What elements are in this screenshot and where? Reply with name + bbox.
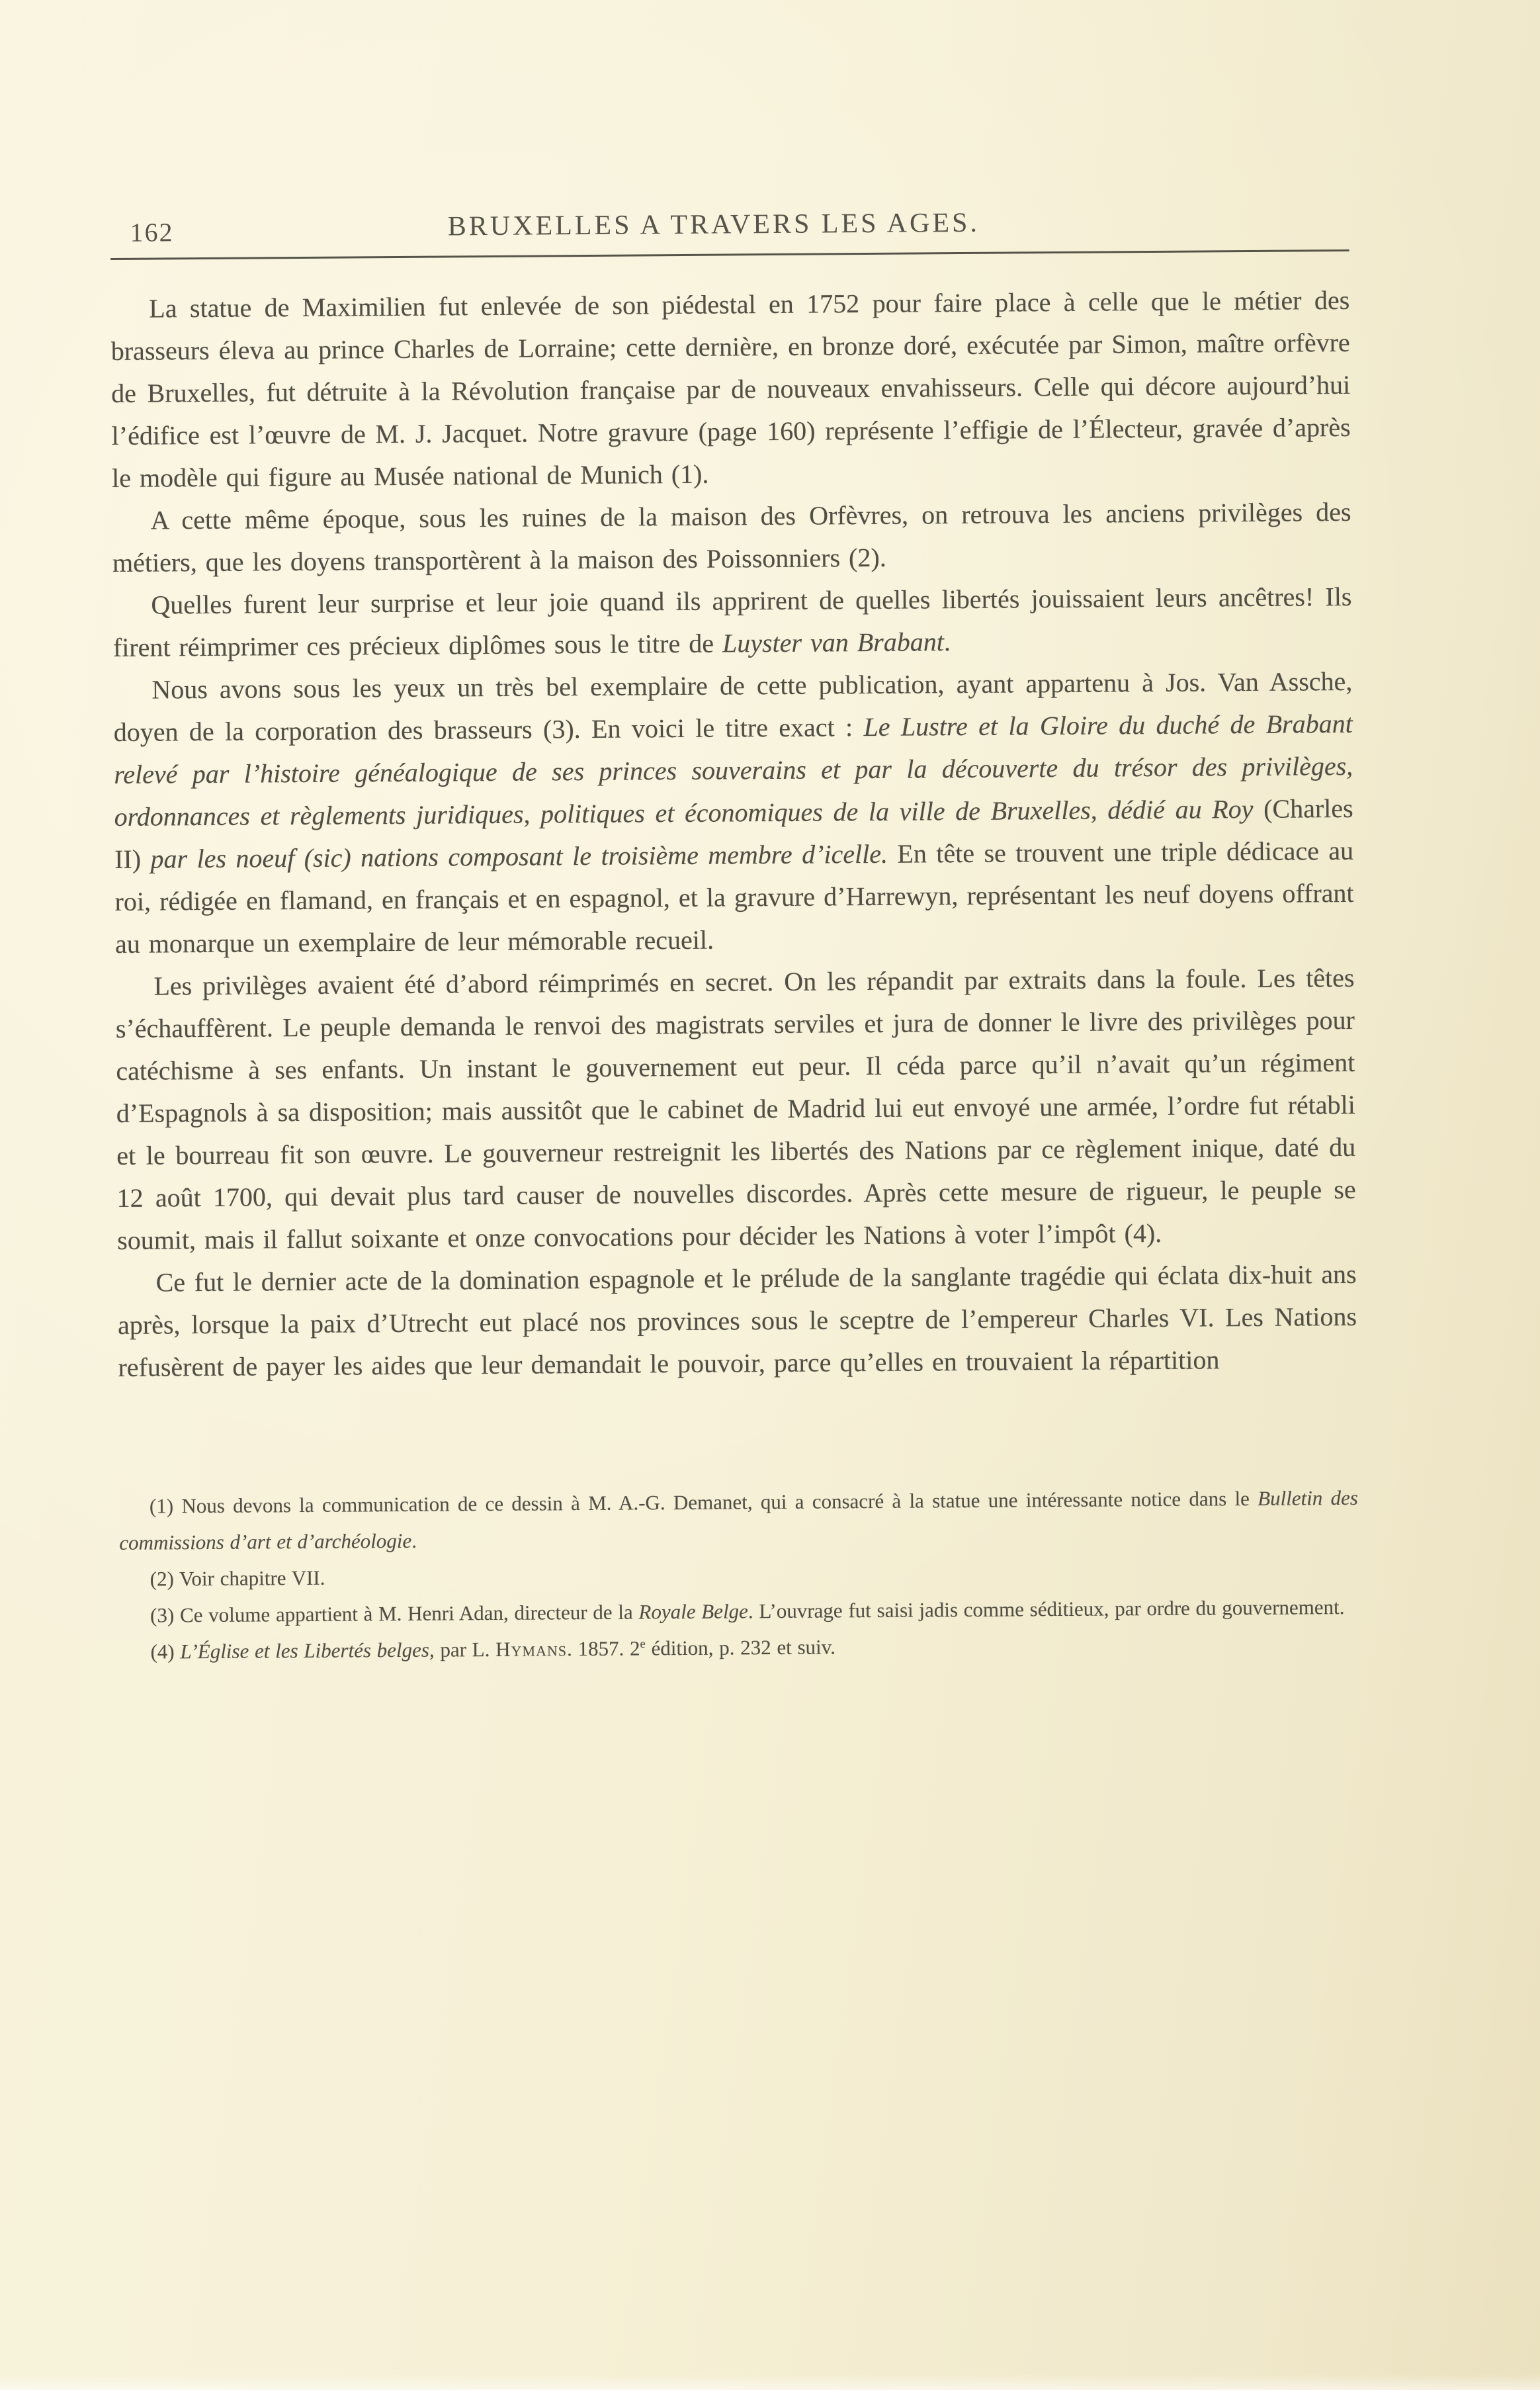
paragraph [112, 576, 1352, 669]
text-segment: Quelles furent leur surprise et leur joie quand ils apprirent de quelles libertés jouissaient leurs ancêtres! Ils firent réimprimer ces précieux diplômes sous le titre de [112, 581, 1352, 662]
text-segment: (2) Voir chapitre VII. [150, 1566, 325, 1591]
text-segment: édition, p. 232 et suiv. [645, 1635, 836, 1660]
text-segment: Nous avons sous les yeux un très bel exemplaire de cette publication, ayant appartenu à Jos. Van Assche, doyen de la corporation des brasseurs (3). En voici le titre exact : [113, 666, 1353, 747]
text-segment: Hymans [495, 1637, 568, 1661]
paragraph [115, 957, 1356, 1262]
text-segment: (3) Ce volume appartient à M. Henri Adan, directeur de la [150, 1600, 639, 1627]
paragraph [113, 660, 1354, 965]
text-segment: La statue de Maximilien fut enlevée de son piédestal en 1752 pour faire place à celle que le métier des brasseurs éleva au prince Charles de Lorraine; cette dernière, en bronze doré, exécutée par Simon, maître orfèvre de Bruxelles, fut détruite à la Révolution française par de nouveaux envahisseurs. Celle qui décore aujourd’hui l’édifice est l’œuvre de M. J. Jacquet. Notre gravure (page 160) représente l’effigie de l’Électeur, gravée d’après le modèle qui figure au Musée national de Munich (1). [110, 285, 1351, 493]
text-segment: A cette même époque, sous les ruines de la maison des Orfèvres, on retrouva les anciens privilèges des métiers, que les doyens transportèrent à la maison des Poissonniers (2). [112, 496, 1351, 578]
text-segment: Bulletin des commissions d’art et d’archéologie [119, 1485, 1359, 1554]
text-segment: (Charles II) [114, 793, 1353, 874]
text-segment: L’Église et les Libertés belges, [180, 1638, 435, 1663]
text-segment: (1) Nous devons la communication de ce dessin à M. A.-G. Demanet, qui a consacré à la statue une intéressante notice dans le [149, 1486, 1258, 1518]
text-segment: (4) [150, 1640, 181, 1663]
paragraph [110, 279, 1351, 500]
paragraph [112, 491, 1351, 584]
text-segment: Le Lustre et la Gloire du duché de Brabant relevé par l’histoire généalogique de ses princes souverains et par la découverte du trésor des privilèges, ordonnances et règlements juridiques, politiques et économiques de la ville de Bruxelles, dédié au Roy [114, 708, 1353, 832]
paragraph [117, 1253, 1357, 1389]
text-segment: En tête se trouvent une triple dédicace au roi, rédigée en flamand, en français et en espagnol, et la gravure d’Harrewyn, représentant les neuf doyens offrant au monarque un exemplaire de leur mémorable recueil. [114, 835, 1354, 959]
footnote [120, 1625, 1359, 1670]
page-header [110, 204, 1349, 249]
text-segment: e [640, 1637, 646, 1652]
text-segment: . L’ouvrage fut saisi jadis comme séditieux, par ordre du gouvernement. [748, 1595, 1345, 1623]
text-segment: . [943, 627, 951, 657]
text-segment: Ce fut le dernier acte de la domination espagnole et le prélude de la sanglante tragédie qui éclata dix-huit ans après, lorsque la paix d’Utrecht eut placé nos provinces sous le sceptre de l’empereur Charles VI. Les Nations refusèrent de payer les aides que leur demandait le pouvoir, parce qu’elles en trouvaient la répartition [117, 1259, 1357, 1382]
text-segment: par les noeuf (sic) nations composant le troisième membre d’icelle. [150, 838, 888, 874]
footnote [119, 1480, 1359, 1561]
text-segment: Les privilèges avaient été d’abord réimprimés en secret. On les répandit par extraits dans la foule. Les têtes s’échauffèrent. Le peuple demanda le renvoi des magistrats serviles et jura de donner le livre des privilèges pour catéchisme à ses enfants. Un instant le gouvernement eut peur. Il céda parce qu’il n’avait qu’un régiment d’Espagnols à sa disposition; mais aussitôt que le cabinet de Madrid lui eut envoyé une armée, l’ordre fut rétabli et le bourreau fit son œuvre. Le gouverneur restreignit les libertés des Nations par ce règlement inique, daté du 12 août 1700, qui devait plus tard causer de nouvelles discordes. Après cette mesure de rigueur, le peuple se soumit, mais il fallut soixante et onze convocations pour décider les Nations à voter l’impôt (4). [115, 962, 1356, 1255]
page-number: 162 [130, 217, 174, 247]
text-segment: Royale Belge [638, 1599, 748, 1624]
text-segment: . 1857. 2 [566, 1636, 640, 1661]
text-segment: . [411, 1528, 417, 1552]
running-title: BRUXELLES A TRAVERS LES AGES. [447, 207, 980, 242]
text-segment: par L. [434, 1637, 496, 1661]
text-segment: Luyster van Brabant [722, 627, 945, 658]
header-rule [110, 249, 1349, 260]
body-text [110, 279, 1357, 1389]
page-content [108, 0, 1359, 1670]
footnotes [119, 1480, 1359, 1670]
